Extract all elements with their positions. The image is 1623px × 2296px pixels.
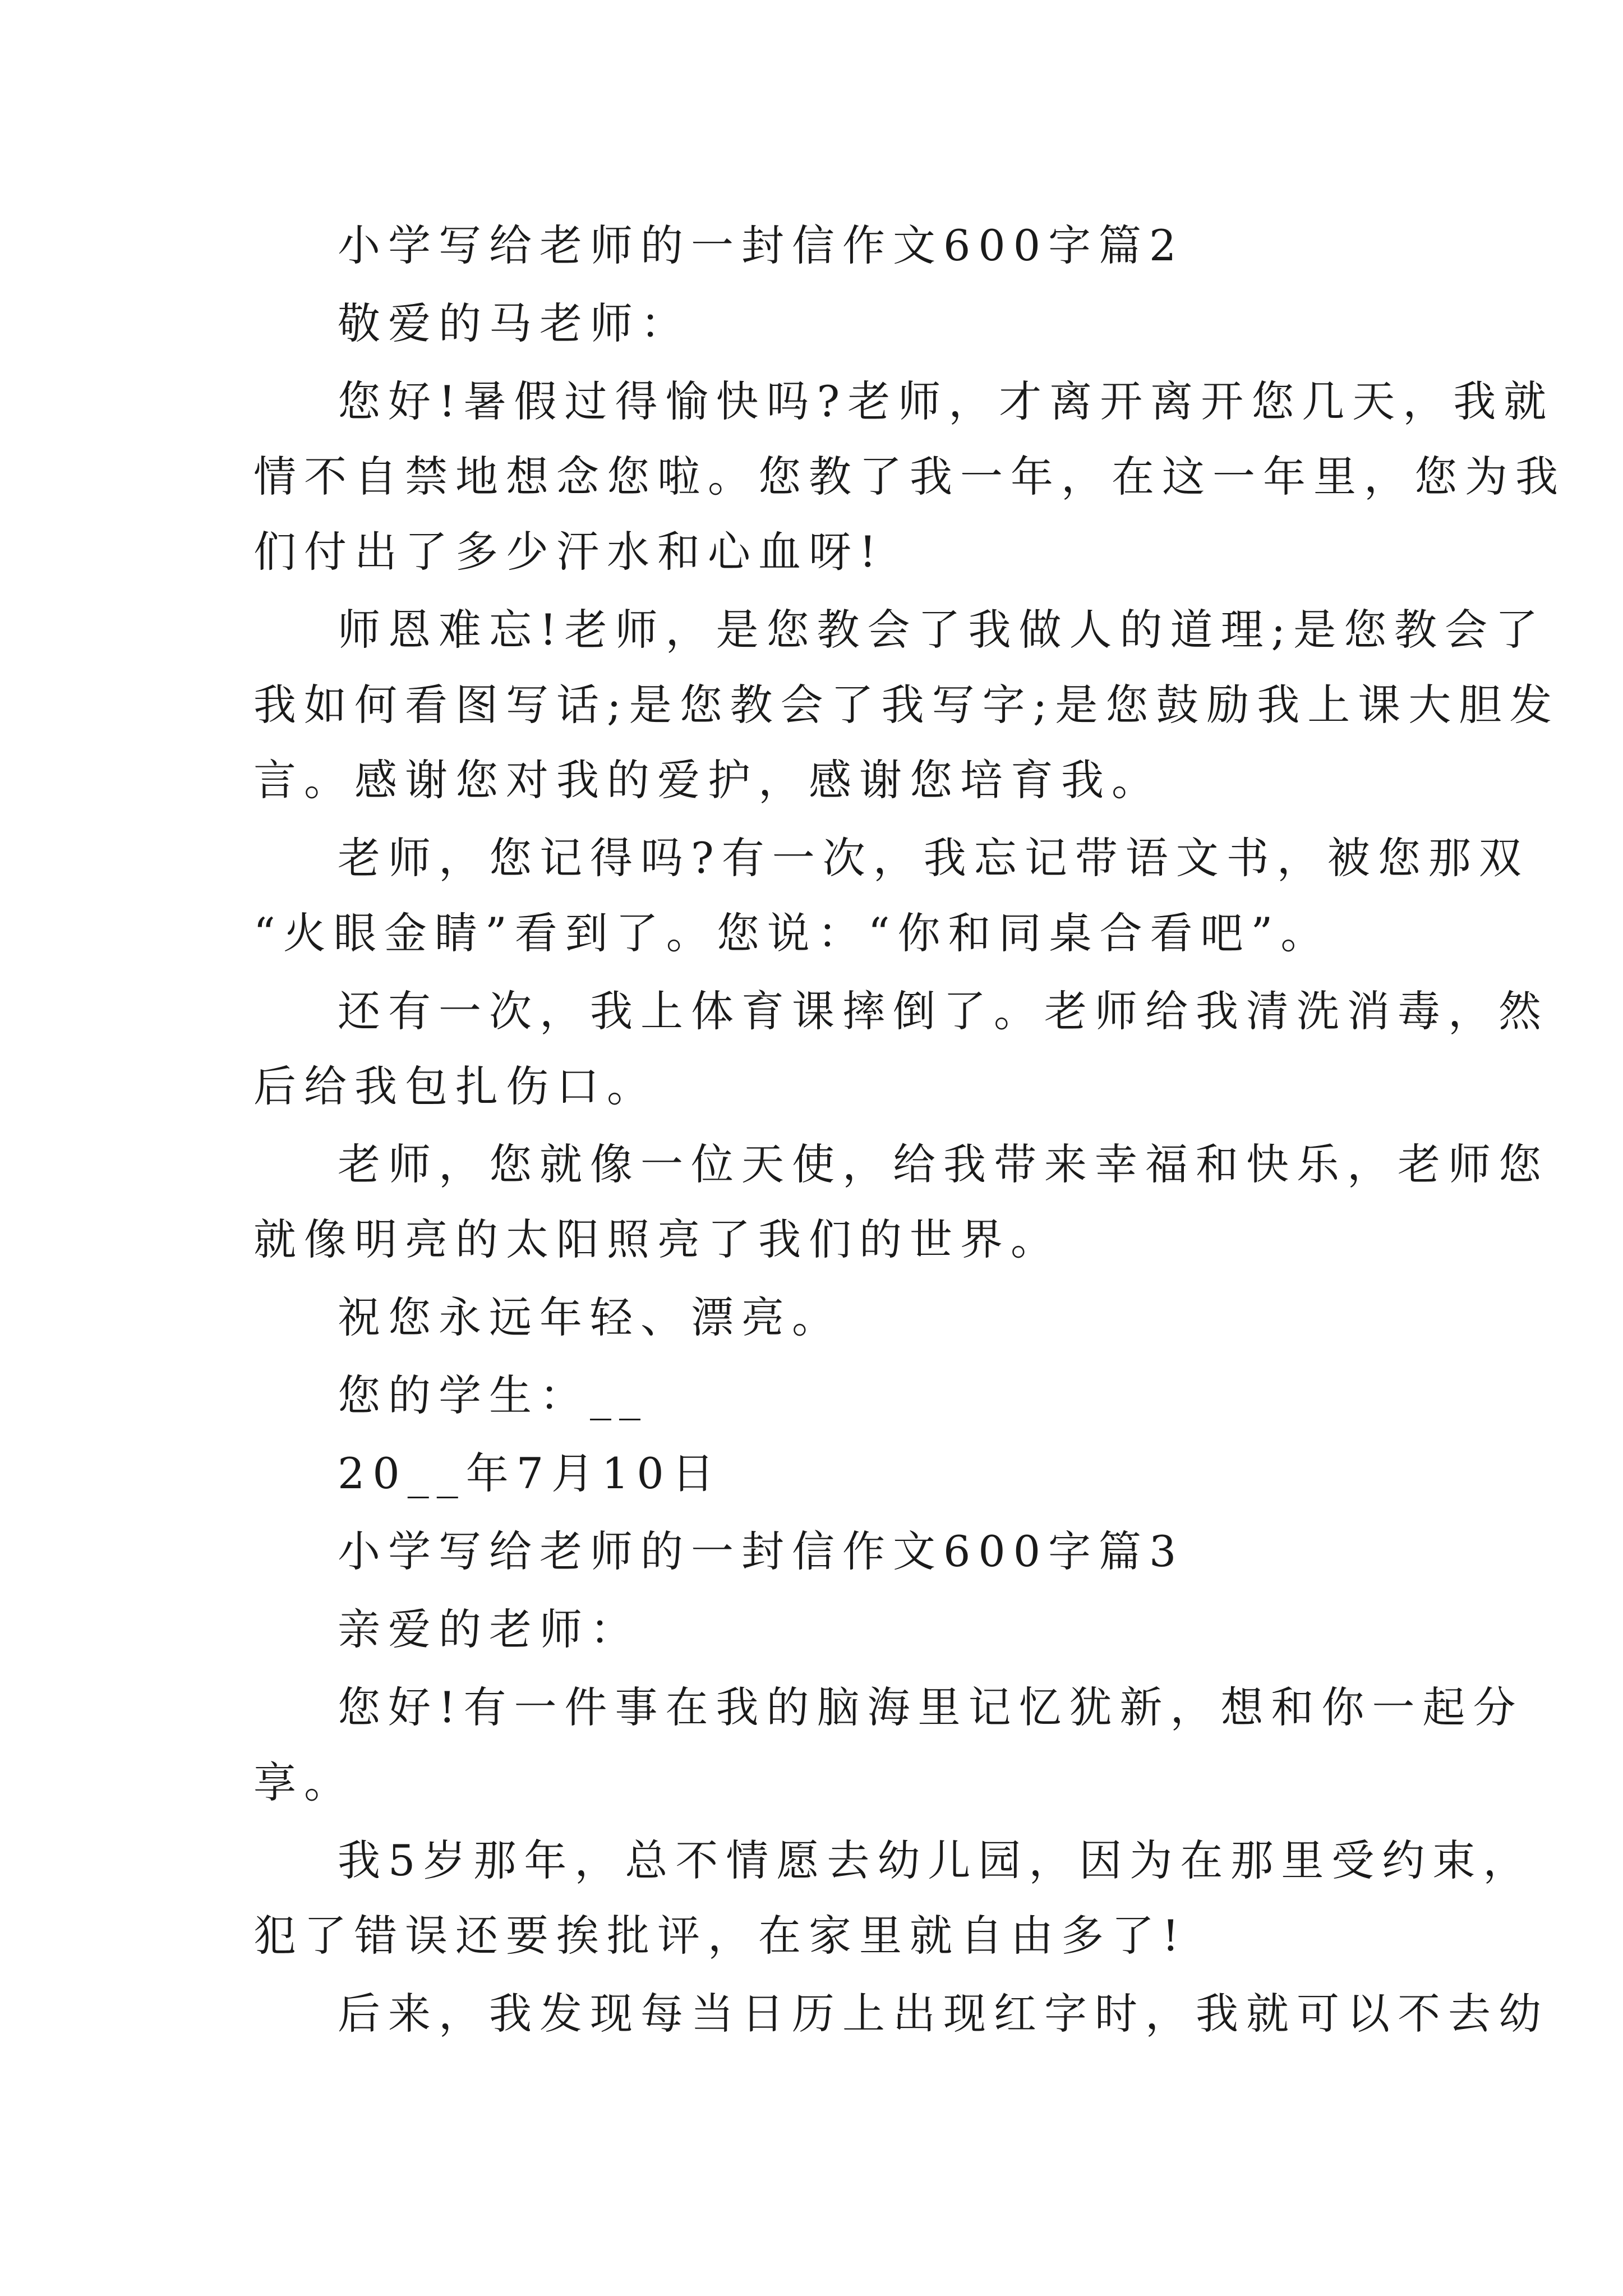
essay-title-3: 小学写给老师的一封信作文600字篇3 bbox=[338, 1526, 1184, 1576]
closing-wish: 祝您永远年轻、漂亮。 bbox=[338, 1292, 842, 1342]
paragraph-line: 享。 bbox=[253, 1757, 354, 1807]
paragraph-line: 您好!有一件事在我的脑海里记忆犹新，想和你一起分 bbox=[338, 1682, 1524, 1732]
paragraph-line: 您好!暑假过得愉快吗?老师，才离开离开您几天，我就 bbox=[338, 376, 1555, 426]
paragraph-line: 我5岁那年，总不情愿去幼儿园，因为在那里受约束， bbox=[338, 1835, 1534, 1885]
paragraph-line: 老师，您就像一位天使，给我带来幸福和快乐，老师您 bbox=[338, 1139, 1549, 1189]
essay-title-2: 小学写给老师的一封信作文600字篇2 bbox=[338, 220, 1184, 270]
paragraph-line: 后来，我发现每当日历上出现红字时，我就可以不去幼 bbox=[338, 1989, 1549, 2039]
paragraph-line: 犯了错误还要挨批评，在家里就自由多了! bbox=[253, 1911, 1187, 1961]
date-line: 20__年7月10日 bbox=[338, 1448, 722, 1498]
paragraph-line: 后给我包扎伤口。 bbox=[253, 1061, 657, 1111]
paragraph-line: 我如何看图写话;是您教会了我写字;是您鼓励我上课大胆发 bbox=[253, 680, 1560, 730]
paragraph-line: 就像明亮的太阳照亮了我们的世界。 bbox=[253, 1214, 1061, 1264]
paragraph-line: 师恩难忘!老师，是您教会了我做人的道理;是您教会了 bbox=[338, 605, 1546, 655]
paragraph-line: 情不自禁地想念您啦。您教了我一年，在这一年里，您为我 bbox=[253, 452, 1566, 501]
salutation-line: 亲爱的老师： bbox=[338, 1604, 640, 1654]
paragraph-line: 还有一次，我上体育课摔倒了。老师给我清洗消毒，然 bbox=[338, 986, 1549, 1036]
signature-line: 您的学生：__ bbox=[338, 1370, 648, 1420]
salutation-line: 敬爱的马老师： bbox=[338, 298, 691, 348]
paragraph-line: “火眼金睛”看到了。您说：“你和同桌合看吧”。 bbox=[253, 908, 1331, 958]
paragraph-line: 们付出了多少汗水和心血呀! bbox=[253, 527, 884, 577]
paragraph-line: 老师，您记得吗?有一次，我忘记带语文书，被您那双 bbox=[338, 833, 1529, 883]
paragraph-line: 言。感谢您对我的爱护，感谢您培育我。 bbox=[253, 755, 1162, 805]
